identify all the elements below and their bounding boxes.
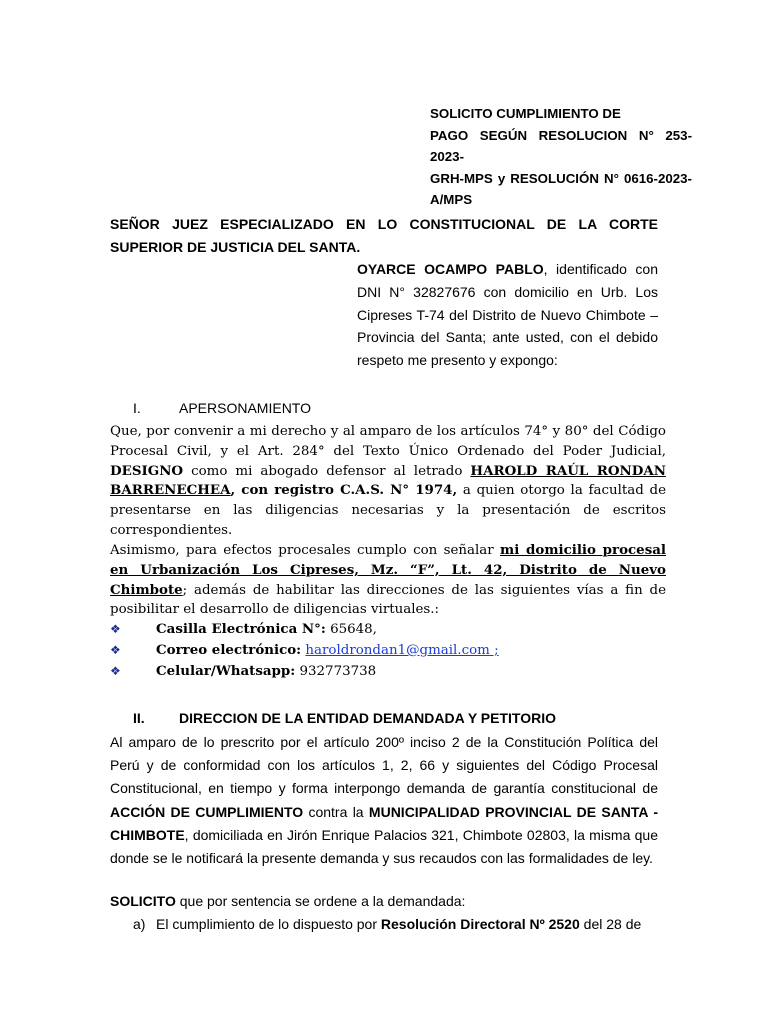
solicito-text: que por sentencia se ordene a la demandada:: [175, 893, 466, 909]
s2-accion: ACCIÓN DE CUMPLIMIENTO: [110, 803, 304, 820]
casilla-label: Casilla Electrónica N°:: [156, 621, 326, 637]
s2-text-a: Al amparo de lo prescrito por el artículo 200º inciso 2 de la Constitución Política del Perú y de conformidad con los artículos 1, 2, 66 y siguientes del Código Procesal Constitucional, en tiempo y forma interpongo demanda de garantía constitucional de: [110, 734, 658, 797]
sumilla-line-1: SOLICITO CUMPLIMIENTO DE: [430, 106, 621, 121]
addressee-line-1: SEÑOR JUEZ ESPECIALIZADO EN LO CONSTITUCIONAL DE LA CORTE: [110, 216, 658, 232]
section-1-paragraph-2: [110, 541, 666, 620]
petition-item-a: [133, 916, 658, 932]
s2-text-c: , domiciliada en Jirón Enrique Palacios 321, Chimbote 02803, la misma que donde se le notificará la presente demanda y sus recaudos con las formalidades de ley.: [110, 826, 658, 867]
section-1-heading: [133, 400, 311, 416]
contact-list: [110, 619, 670, 682]
plaintiff-name: OYARCE OCAMPO PABLO: [357, 261, 544, 277]
solicito-label: SOLICITO: [110, 893, 176, 909]
p1-lawyer-name: HAROLD RAÚL RONDAN BARRENECHEA: [110, 462, 666, 499]
section-1-title: APERSONAMIENTO: [179, 400, 311, 416]
section-1-number: I.: [133, 400, 141, 416]
sumilla-block: [430, 103, 692, 211]
phone-value: 932773738: [295, 664, 377, 679]
section-2-heading: [133, 710, 556, 726]
item-a-text: El cumplimiento de lo dispuesto por: [156, 916, 381, 932]
email-label: Correo electrónico:: [156, 642, 302, 658]
casilla-value: 65648,: [325, 622, 377, 637]
section-2-paragraph: [110, 731, 658, 870]
list-item: [110, 619, 670, 640]
intro-paragraph: [357, 258, 658, 372]
addressee-line-2: SUPERIOR DE JUSTICIA DEL SANTA.: [110, 238, 361, 255]
sumilla-line-4: A/MPS: [430, 192, 473, 207]
p1-designo: DESIGNO: [110, 462, 184, 479]
section-2-number: II.: [133, 710, 145, 726]
item-a-bold: Resolución Directoral Nº 2520: [380, 916, 580, 932]
diamond-bullet-icon: ❖: [110, 643, 121, 657]
sumilla-line-3: GRH-MPS y RESOLUCIÓN N° 0616-2023-: [430, 170, 692, 186]
p2-text-b: ; además de habilitar las direcciones de las siguientes vías a fin de posibilitar el desarrollo de diligencias virtuales.:: [110, 582, 666, 618]
phone-label: Celular/Whatsapp:: [156, 663, 296, 679]
list-item: [110, 640, 670, 661]
intro-text: , identificado con DNI N° 32827676 con domicilio en Urb. Los Cipreses T-74 del Distrito de Nuevo Chimbote – Provincia del Santa; ante usted, con el debido respeto me presento y expongo:: [357, 261, 658, 369]
p1-text-b: como mi abogado defensor al letrado: [183, 463, 471, 479]
section-2-title: DIRECCION DE LA ENTIDAD DEMANDADA Y PETITORIO: [179, 710, 556, 726]
sumilla-line-2: PAGO SEGÚN RESOLUCION N° 253-2023-: [430, 127, 692, 164]
email-link[interactable]: haroldrondan1@gmail.com ;: [305, 643, 499, 658]
p1-registro: , con registro C.A.S. N° 1974,: [230, 482, 458, 499]
p1-text-a: Que, por convenir a mi derecho y al amparo de los artículos 74° y 80° del Código Procesal Civil, y el Art. 284° del Texto Único Ordenado del Poder Judicial,: [110, 424, 666, 459]
addressee-block: [110, 213, 658, 258]
section-1-paragraph-1: [110, 422, 666, 541]
item-a-marker: a): [133, 916, 146, 932]
item-a-tail: del 28 de: [579, 916, 642, 932]
diamond-bullet-icon: ❖: [110, 622, 121, 636]
list-item: [110, 661, 670, 682]
solicito-line: [110, 893, 465, 909]
diamond-bullet-icon: ❖: [110, 664, 121, 678]
p2-text-a: Asimismo, para efectos procesales cumplo con señalar: [110, 543, 501, 558]
p1-text-c: a quien otorgo la facultad de presentarse en las diligencias necesarias y la presentación de escritos correspondientes.: [110, 483, 666, 538]
s2-entity: MUNICIPALIDAD PROVINCIAL DE SANTA - CHIMBOTE: [110, 803, 658, 843]
p2-domicilio: mi domicilio procesal en Urbanización Los Cipreses, Mz. “F”, Lt. 42, Distrito de Nuevo Chimbote: [110, 542, 666, 598]
s2-text-b: contra la: [303, 803, 369, 820]
